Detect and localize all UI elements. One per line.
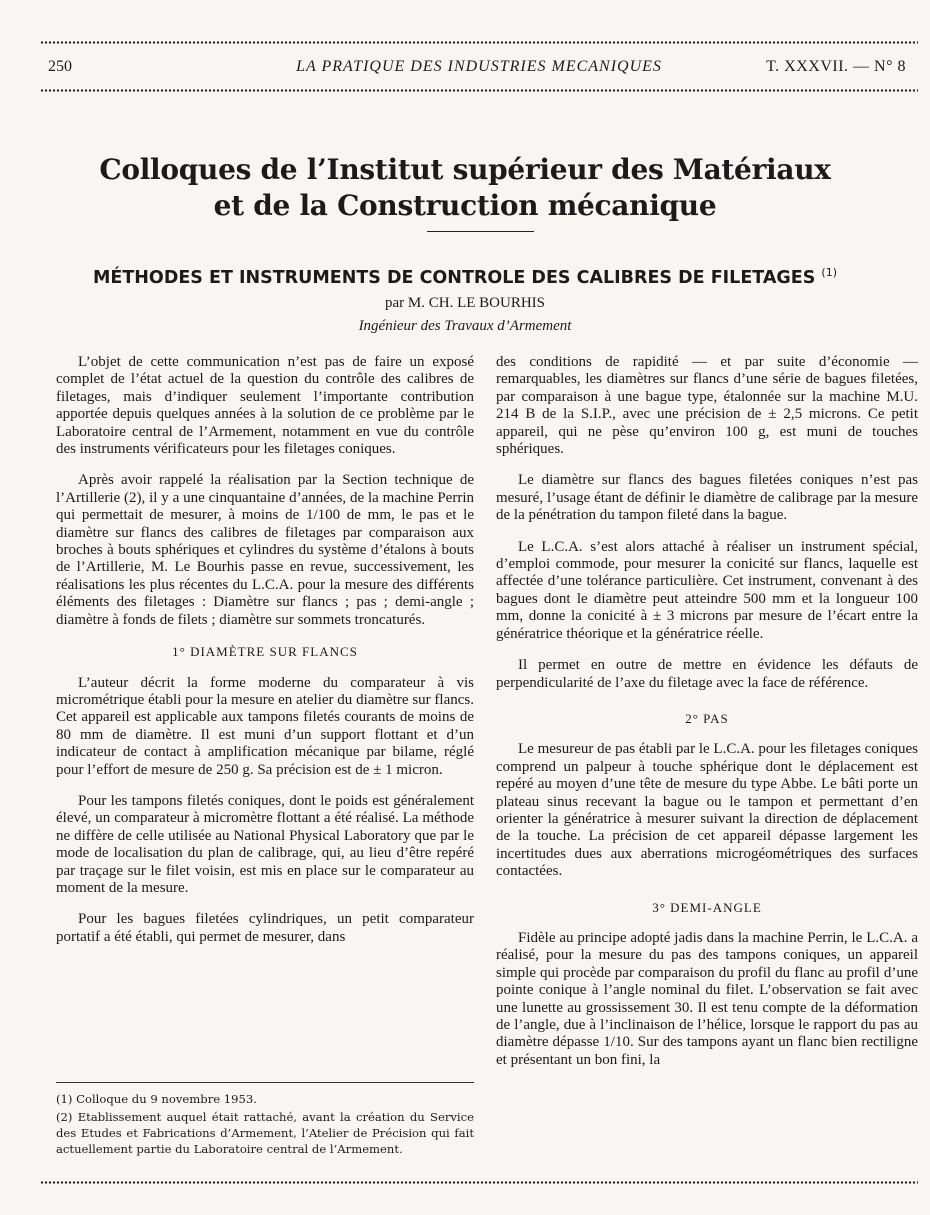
subtitle-footnote-ref: (1) [821, 266, 837, 279]
section-heading: 3° DEMI-ANGLE [652, 899, 762, 915]
bottom-dotted-rule [40, 1180, 918, 1185]
paragraph: des conditions de rapidité — et par suite d’économie — remarquables, les diamètres sur flancs d’une série de bagues filetées, par comparaison à une bague type, étalonnée sur la machine M.U. 214 B de la S.I.P., avec une précision de ± 2,5 microns. Ce petit appareil, qui ne pèse qu’environ 100 g, est muni de touches sphériques. [496, 354, 918, 458]
paragraph: Le diamètre sur flancs des bagues filetées coniques n’est pas mesuré, l’usage étant de définir le diamètre de calibrage par la mesure de la pénétration du tampon fileté dans la bague. [496, 472, 918, 524]
title-rule [427, 231, 534, 232]
paragraph: Fidèle au principe adopté jadis dans la machine Perrin, le L.C.A. a réalisé, pour la mesure du pas des tampons coniques, un appareil simple qui procède par comparaison du profil du flanc au profil d’une pointe conique à l’angle nominal du filet. L’observation se fait avec une lunette au grossissement 30. Il est tenu compte de la déformation de l’angle, due à l’inclinaison de l’hélice, lorsque le rapport du pas au diamètre dépasse 1/10. Sur des tampons ayant un flanc bien rectiligne et présentant un bon fini, la [496, 929, 918, 1068]
right-column [496, 354, 918, 1083]
paragraph: Le L.C.A. s’est alors attaché à réaliser un instrument spécial, d’emploi commode, pour mesurer la conicité sur flancs, laquelle est affectée d’une tolérance particulière. Cet instrument, convenant à des bagues dont le diamètre peut atteindre 500 mm et la longueur 100 mm, donne la conicité à ± 3 microns par mesure de l’écart entre la génératrice théorique et la génératrice réelle. [496, 538, 918, 642]
section-heading: 2° PAS [685, 710, 729, 726]
paragraph: Après avoir rappelé la réalisation par la Section technique de l’Artillerie (2), il y a une cinquantaine d’années, de la machine Perrin qui permettait de mesurer, à moins de 1/100 de mm, le pas et le diamètre sur flancs des calibres de filetages par comparaison aux broches à bouts sphériques et cylindres du système d’étalons à bouts de l’Artillerie, M. Le Bourhis passe en revue, successivement, les réalisations les plus récentes du L.C.A. pour la mesure des différents éléments des filetages : Diamètre sur flancs ; pas ; demi-angle ; diamètre à fonds de filets ; diamètre sur sommets troncaturés. [56, 472, 474, 628]
header-dotted-rule [40, 88, 918, 93]
running-header [48, 56, 910, 80]
page-number: 250 [48, 58, 72, 75]
top-dotted-rule [40, 40, 918, 45]
title-line-2: et de la Construction mécanique [213, 189, 717, 222]
author-role: Ingénieur des Travaux d’Armement [358, 318, 572, 334]
paragraph: Le mesureur de pas établi par le L.C.A. pour les filetages coniques comprend un palpeur à touche sphérique dont le déplacement est repéré au moyen d’une tête de mesure du type Abbe. Le bâti porte un plateau sinus recevant la bague ou le tampon et permettant d’en orienter la génératrice à mesurer suivant la direction de déplacement de la touche. La précision de cet appareil dépasse largement les incertitudes dues aux aberrations microgéométriques des surfaces contactées. [496, 741, 918, 880]
title-line-1: Colloques de l’Institut supérieur des Matériaux [99, 153, 831, 186]
section-heading: 1° DIAMÈTRE SUR FLANCS [172, 644, 358, 660]
author-line: par M. CH. LE BOURHIS [385, 295, 545, 311]
paragraph: L’objet de cette communication n’est pas de faire un exposé complet de l’état actuel de la question du contrôle des calibres de filetages, mais d’indiquer seulement l’importante contribution apportée depuis quelques années à la solution de ce problème par le Laboratoire central de l’Armement, notamment en vue du contrôle des instruments vérificateurs pour les filetages coniques. [56, 354, 474, 458]
article-title [0, 152, 930, 224]
subtitle-text: MÉTHODES ET INSTRUMENTS DE CONTROLE DES CALIBRES DE FILETAGES [92, 267, 816, 288]
paragraph: Pour les tampons filetés coniques, dont le poids est généralement élevé, un comparateur à micromètre flottant a été réalisé. La méthode ne diffère de celle utilisée au National Physical Laboratory que par le mode de localisation du plan de calibrage, qui, au lieu d’être repéré par traçage sur le filet voisin, est mis en place sur le comparateur au moment de la mesure. [56, 792, 474, 896]
footnote: (1) Colloque du 9 novembre 1953. [56, 1092, 257, 1106]
issue-number: T. XXXVII. — N° 8 [766, 58, 906, 75]
paragraph: Pour les bagues filetées cylindriques, un petit comparateur portatif a été établi, qui permet de mesurer, dans [56, 911, 474, 945]
paragraph: L’auteur décrit la forme moderne du comparateur à vis micrométrique établi pour la mesure en atelier du diamètre sur flancs. Cet appareil est applicable aux tampons filetés courants de moins de 80 mm de diamètre. Il est muni d’un support flottant et d’un indicateur de contact à amplification mécanique par bilame, réglé pour l’effort de mesure de 250 g. Sa précision est de ± 1 micron. [56, 674, 474, 778]
footnotes [56, 1091, 474, 1159]
paragraph: Il permet en outre de mettre en évidence les défauts de perpendicularité de l’axe du filetage avec la face de référence. [496, 657, 918, 691]
footnote: (2) Etablissement auquel était rattaché, avant la création du Service des Etudes et Fabrications d’Armement, l’Atelier de Précision qui fait actuellement partie du Laboratoire central de l’Armement. [56, 1110, 474, 1156]
footnote-rule [56, 1082, 474, 1083]
left-column [56, 354, 474, 960]
journal-title: LA PRATIQUE DES INDUSTRIES MECANIQUES [296, 58, 662, 75]
article-subtitle [0, 266, 930, 288]
